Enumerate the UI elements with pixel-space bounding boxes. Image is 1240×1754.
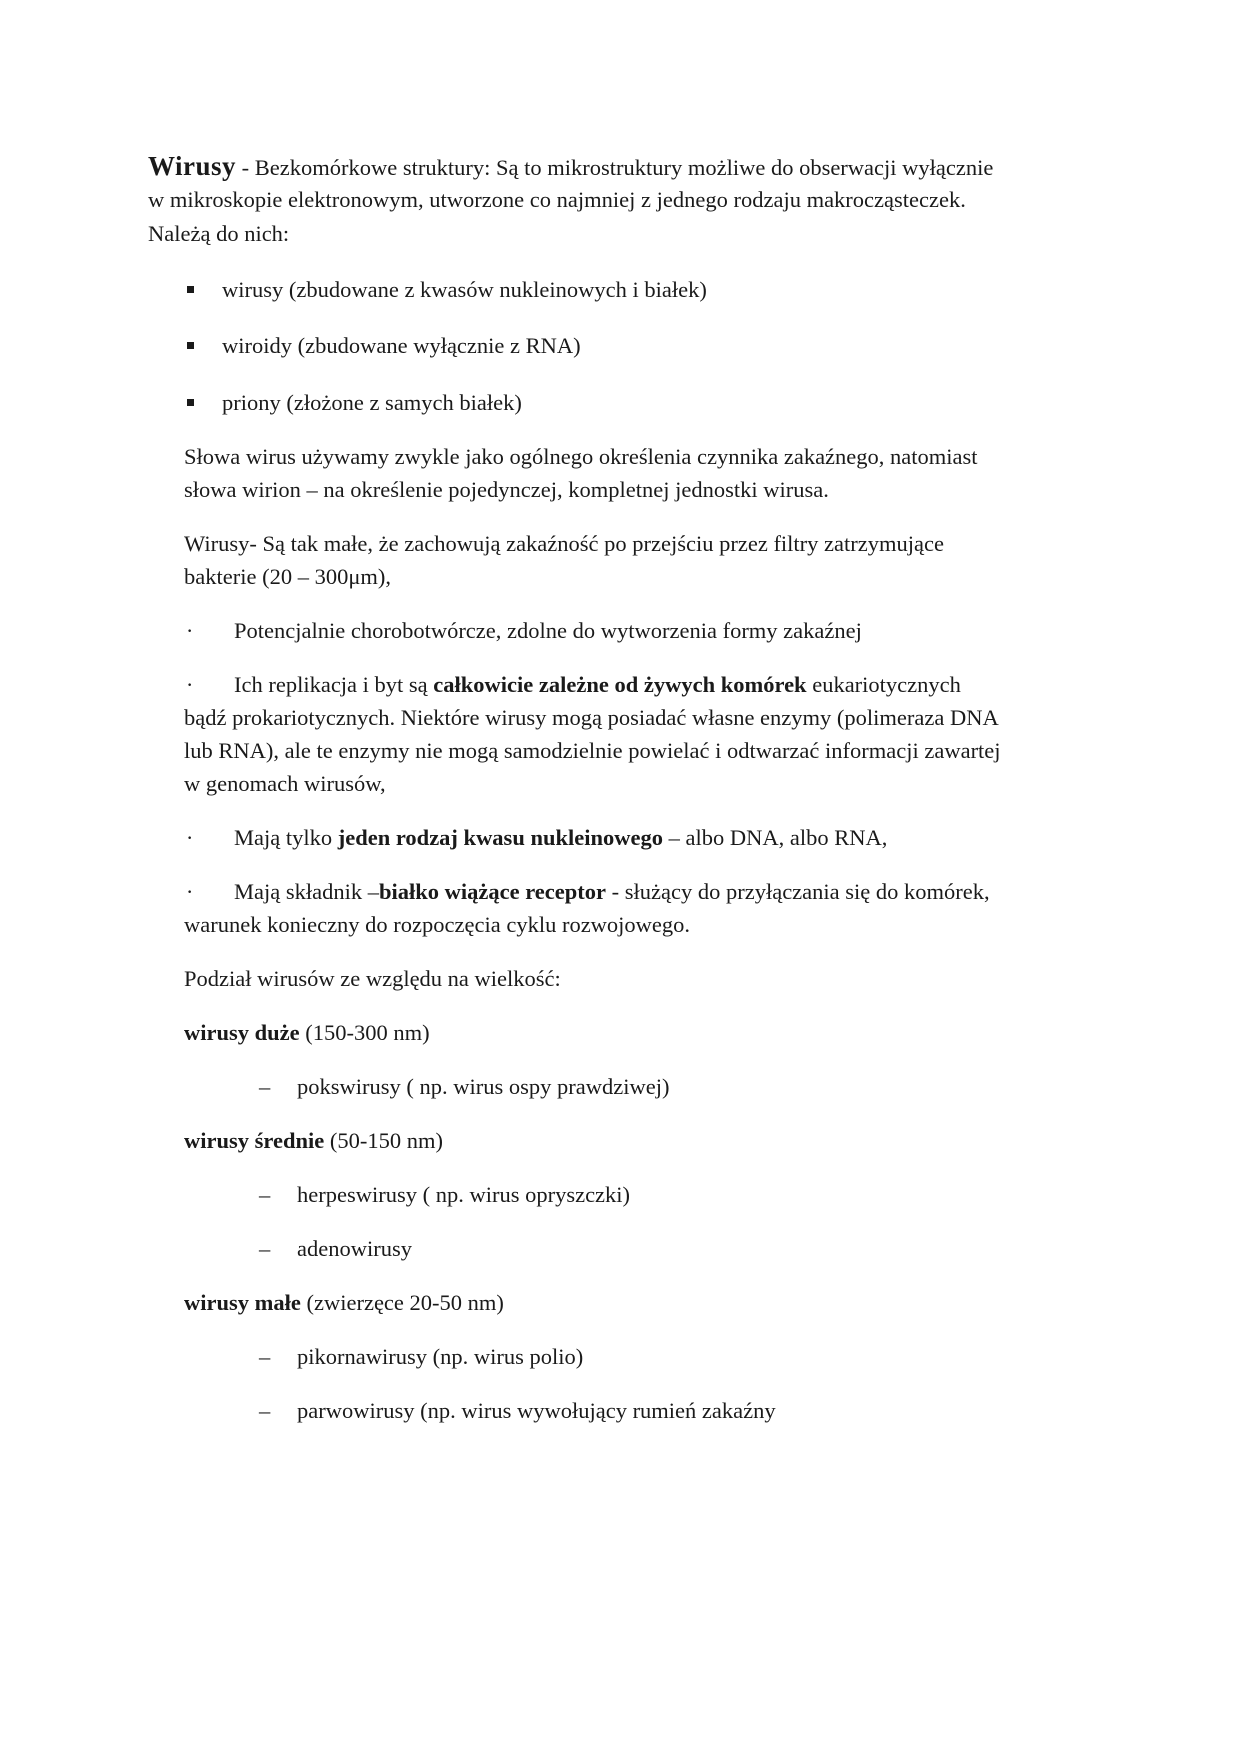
size-note-line-2: bakterie (20 – 300μm), xyxy=(184,564,392,589)
list-item: adenowirusy xyxy=(297,1236,412,1261)
trait-3-emphasis: jeden rodzaj kwasu nukleinowego xyxy=(337,825,663,850)
square-bullet-icon xyxy=(187,342,194,349)
classification-heading: Podział wirusów ze względu na wielkość: xyxy=(184,966,561,991)
intro-line-1-text: - Bezkomórkowe struktury: Są to mikrostruktury możliwe do obserwacji wyłącznie xyxy=(236,155,994,180)
list-item: priony (złożone z samych białek) xyxy=(222,390,522,415)
trait-2-line-2: bądź prokariotycznych. Niektóre wirusy mogą posiadać własne enzymy (polimeraza DNA xyxy=(184,705,999,730)
size-note-line-1: Wirusy- Są tak małe, że zachowują zakaźność po przejściu przez filtry zatrzymujące xyxy=(184,531,944,556)
trait-2-emphasis: całkowicie zależne od żywych komórek xyxy=(433,672,807,697)
intro-line-3: Należą do nich: xyxy=(148,221,290,246)
list-item: herpeswirusy ( np. wirus opryszczki) xyxy=(297,1182,631,1207)
definition-line-1: Słowa wirus używamy zwykle jako ogólnego określenia czynnika zakaźnego, natomiast xyxy=(184,444,978,469)
trait-2-line-4: w genomach wirusów, xyxy=(184,771,386,796)
dot-bullet-icon: · xyxy=(186,672,194,697)
dash-bullet-icon: – xyxy=(259,1182,271,1207)
trait-4-line-2: warunek konieczny do rozpoczęcia cyklu rozwojowego. xyxy=(184,912,691,937)
size-group-medium: wirusy średnie (50-150 nm) xyxy=(184,1128,443,1153)
trait-2-line-1: Ich replikacja i byt są całkowicie zależne od żywych komórek eukariotycznych xyxy=(234,672,961,697)
list-item: wirusy (zbudowane z kwasów nukleinowych i białek) xyxy=(222,277,707,302)
dash-bullet-icon: – xyxy=(259,1074,271,1099)
trait-1: Potencjalnie chorobotwórcze, zdolne do wytworzenia formy zakaźnej xyxy=(234,618,862,643)
dash-bullet-icon: – xyxy=(259,1236,271,1261)
trait-2-line-3: lub RNA), ale te enzymy nie mogą samodzielnie powielać i odtwarzać informacji zawartej xyxy=(184,738,1001,763)
trait-4-emphasis: białko wiążące receptor xyxy=(378,879,607,904)
size-group-large: wirusy duże (150-300 nm) xyxy=(184,1020,430,1045)
definition-line-2: słowa wirion – na określenie pojedynczej, kompletnej jednostki wirusa. xyxy=(184,477,829,502)
list-item: pokswirusy ( np. wirus ospy prawdziwej) xyxy=(297,1074,670,1099)
list-item: parwowirusy (np. wirus wywołujący rumień zakaźny xyxy=(297,1398,776,1423)
square-bullet-icon xyxy=(187,399,194,406)
intro-line-2: w mikroskopie elektronowym, utworzone co najmniej z jednego rodzaju makrocząsteczek. xyxy=(148,187,966,212)
trait-3: Mają tylko jeden rodzaj kwasu nukleinowego – albo DNA, albo RNA, xyxy=(234,825,888,850)
dot-bullet-icon: · xyxy=(186,825,194,850)
dash-bullet-icon: – xyxy=(259,1344,271,1369)
dot-bullet-icon: · xyxy=(186,618,194,643)
dash-bullet-icon: – xyxy=(259,1398,271,1423)
intro-line-1 xyxy=(148,150,993,184)
list-item: pikornawirusy (np. wirus polio) xyxy=(297,1344,584,1369)
trait-4-line-1: Mają składnik –białko wiążące receptor - służący do przyłączania się do komórek, xyxy=(234,879,990,904)
dot-bullet-icon: · xyxy=(186,879,194,904)
document-title: Wirusy xyxy=(148,151,237,181)
list-item: wiroidy (zbudowane wyłącznie z RNA) xyxy=(222,333,581,358)
size-group-small: wirusy małe (zwierzęce 20-50 nm) xyxy=(184,1290,504,1315)
square-bullet-icon xyxy=(187,286,194,293)
